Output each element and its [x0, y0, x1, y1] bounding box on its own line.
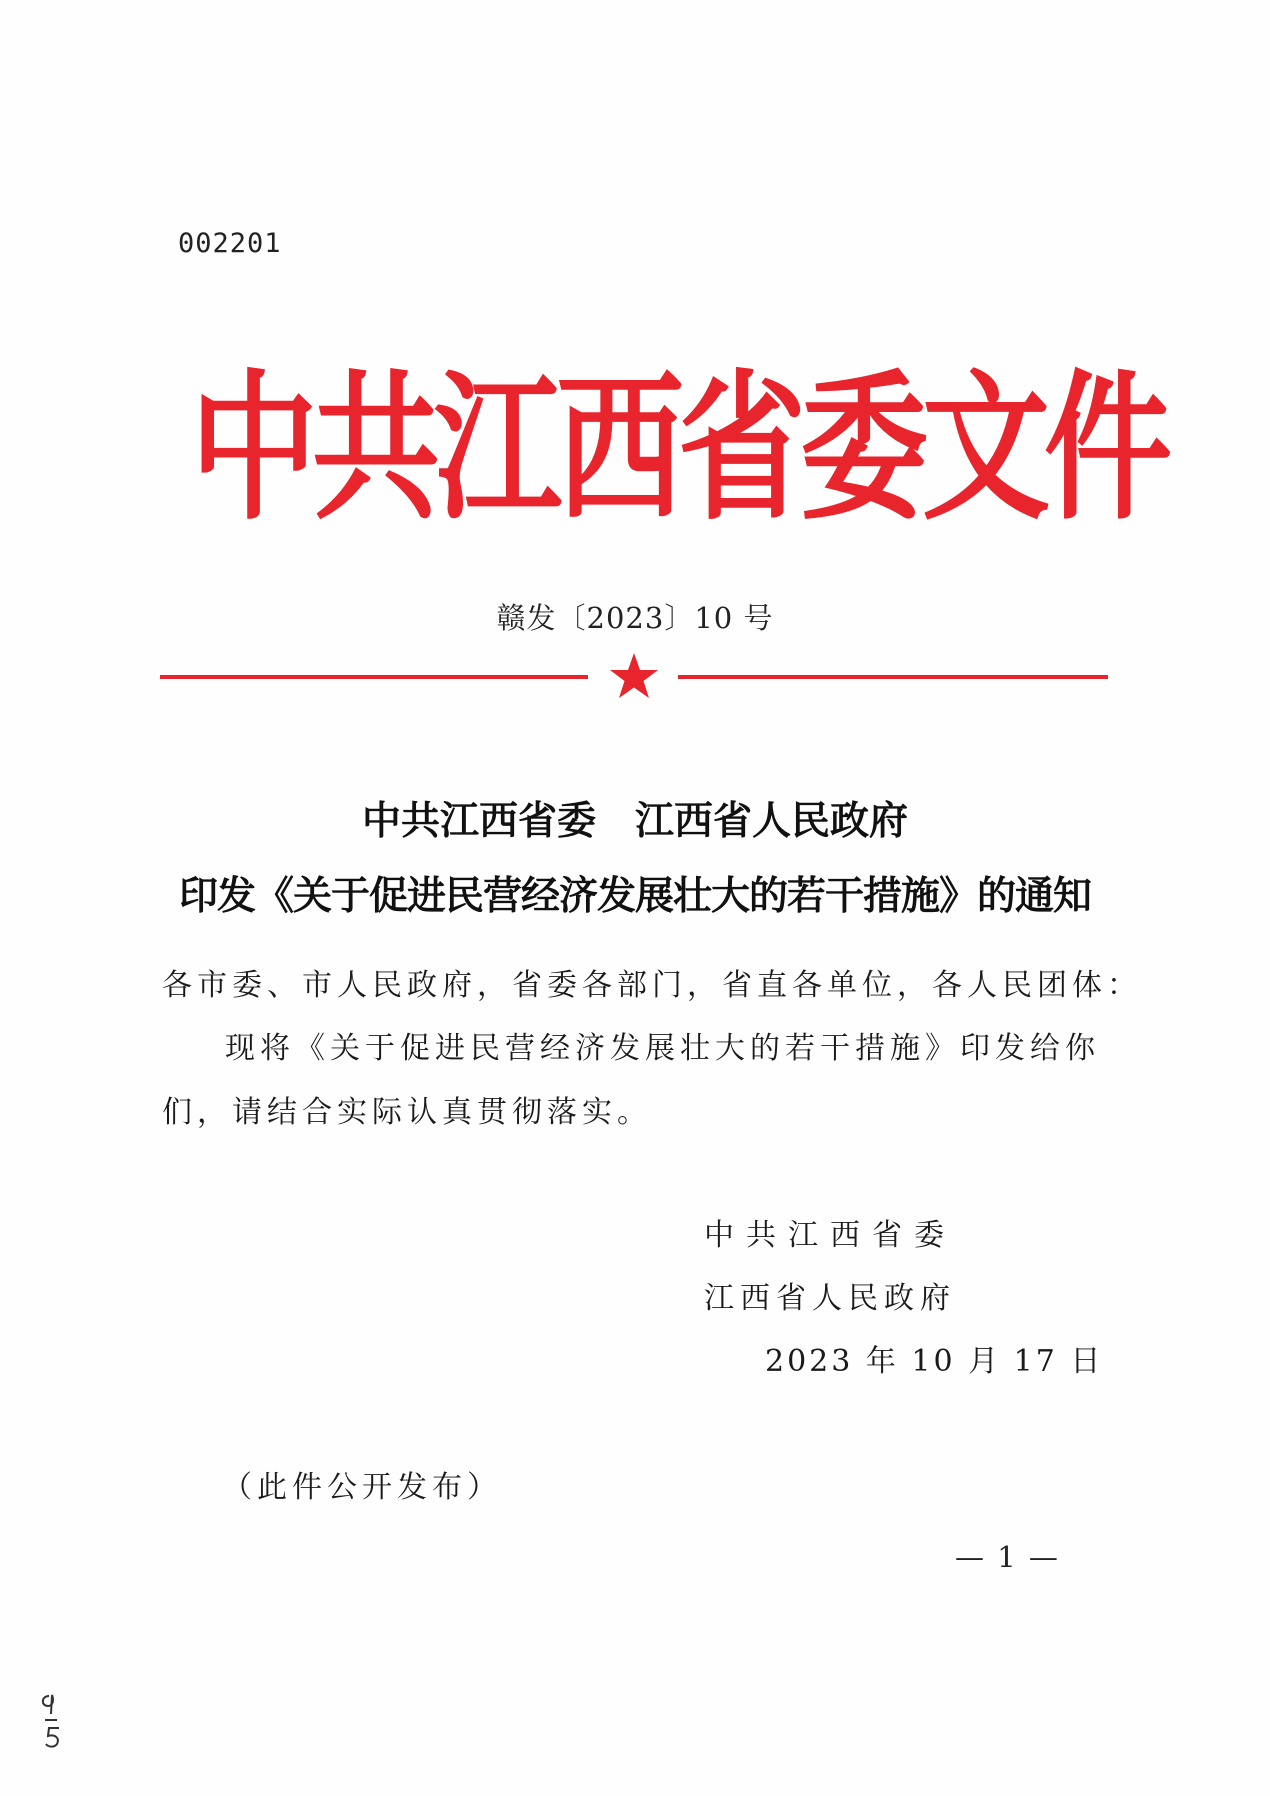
signature-org-2: 江西省人民政府 — [704, 1281, 956, 1316]
notice-title-line-1: 中共江西省委 江西省人民政府 — [361, 798, 908, 844]
document-number: 赣发〔2023〕10 号 — [496, 601, 774, 635]
body-text-line-2: 们，请结合实际认真贯彻落实。 — [162, 1095, 652, 1130]
page-number: — 1 — — [955, 1540, 1060, 1574]
red-rule-left — [160, 675, 588, 679]
signature-org-1: 中共江西省委 — [704, 1218, 956, 1253]
body-text-line-1: 现将《关于促进民营经济发展壮大的若干措施》印发给你 — [225, 1031, 1100, 1066]
public-release-note: （此件公开发布） — [222, 1470, 502, 1505]
star-icon — [608, 651, 660, 701]
serial-number: 002201 — [178, 228, 282, 259]
masthead-title: 中共江西省委文件 — [190, 356, 1167, 543]
red-rule-right — [678, 675, 1108, 679]
signature-date: 2023 年 10 月 17 日 — [765, 1344, 1104, 1379]
notice-title-line-2: 印发《关于促进民营经济发展壮大的若干措施》的通知 — [178, 873, 1091, 919]
addressee: 各市委、市人民政府，省委各部门，省直各单位，各人民团体： — [162, 968, 1142, 1003]
handwritten-mark — [35, 1690, 75, 1750]
